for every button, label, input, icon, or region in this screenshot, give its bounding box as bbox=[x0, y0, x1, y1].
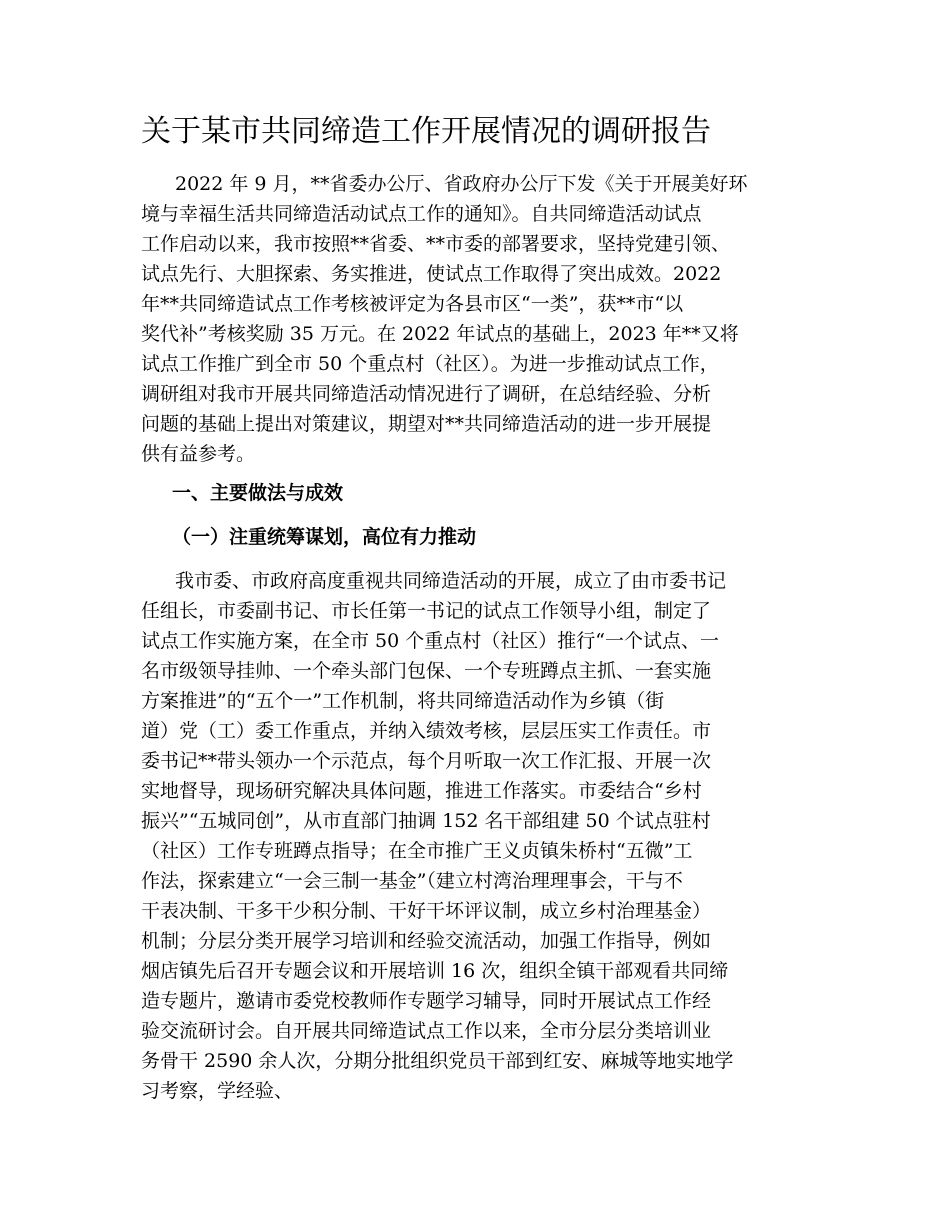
paragraph-line: 问题的基础上提出对策建议，期望对**共同缔造活动的进一步开展提 bbox=[141, 413, 712, 435]
paragraph-line: 实地督导，现场研究解决具体问题，推进工作落实。市委结合“乡村 bbox=[141, 780, 702, 802]
paragraph-line: 作法，探索建立“一会三制一基金”（建立村湾治理理事会，干与不 bbox=[141, 870, 683, 892]
paragraph-line: 任组长，市委副书记、市长任第一书记的试点工作领导小组，制定了 bbox=[141, 600, 712, 622]
subsection-heading: （一）注重统筹谋划，高位有力推动 bbox=[172, 526, 477, 548]
paragraph-line: 造专题片，邀请市委党校教师作专题学习辅导，同时开展试点工作经 bbox=[141, 990, 712, 1012]
section-heading: 一、主要做法与成效 bbox=[172, 482, 344, 504]
paragraph-line: 调研组对我市开展共同缔造活动情况进行了调研，在总结经验、分析 bbox=[141, 383, 712, 405]
paragraph-line: 供有益参考。 bbox=[141, 443, 256, 465]
paragraph-line: 试点工作推广到全市 50 个重点村（社区）。为进一步推动试点工作， bbox=[141, 353, 719, 375]
paragraph-line: 试点先行、大胆探索、务实推进，使试点工作取得了突出成效。2022 bbox=[141, 263, 722, 285]
paragraph-line: 年**共同缔造试点工作考核被评定为各县市区“一类”，获**市“以 bbox=[141, 293, 684, 315]
document-title: 关于某市共同缔造工作开展情况的调研报告 bbox=[141, 114, 711, 149]
paragraph-line: 工作启动以来，我市按照**省委、**市委的部署要求，坚持党建引领、 bbox=[141, 233, 731, 255]
paragraph-line: （社区）工作专班蹲点指导；在全市推广王义贞镇朱桥村“五微”工 bbox=[141, 840, 693, 862]
paragraph-line: 境与幸福生活共同缔造活动试点工作的通知》。自共同缔造活动试点 bbox=[141, 203, 702, 225]
paragraph-line: 我市委、市政府高度重视共同缔造活动的开展，成立了由市委书记 bbox=[175, 570, 727, 592]
paragraph-line: 振兴”“五城同创”，从市直部门抽调 152 名干部组建 50 个试点驻村 bbox=[141, 810, 711, 832]
paragraph-line: 习考察，学经验、 bbox=[141, 1080, 294, 1102]
paragraph-line: 名市级领导挂帅、一个牵头部门包保、一个专班蹲点主抓、一套实施 bbox=[141, 660, 712, 682]
paragraph-line: 务骨干 2590 余人次，分期分批组织党员干部到红安、麻城等地实地学 bbox=[141, 1050, 734, 1072]
paragraph-line: 奖代补”考核奖励 35 万元。在 2022 年试点的基础上，2023 年**又将 bbox=[141, 323, 739, 345]
paragraph-line: 委书记**带头领办一个示范点，每个月听取一次工作汇报、开展一次 bbox=[141, 750, 712, 772]
paragraph-line: 道）党（工）委工作重点，并纳入绩效考核，层层压实工作责任。市 bbox=[141, 720, 712, 742]
paragraph-line: 验交流研讨会。自开展共同缔造试点工作以来，全市分层分类培训业 bbox=[141, 1020, 712, 1042]
paragraph-line: 试点工作实施方案，在全市 50 个重点村（社区）推行“一个试点、一 bbox=[141, 630, 719, 652]
paragraph-line: 烟店镇先后召开专题会议和开展培训 16 次，组织全镇干部观看共同缔 bbox=[141, 960, 729, 982]
paragraph-line: 干表决制、干多干少积分制、干好干坏评议制，成立乡村治理基金） bbox=[141, 900, 712, 922]
paragraph-line: 2022 年 9 月，**省委办公厅、省政府办公厅下发《关于开展美好环 bbox=[175, 173, 748, 195]
body-paragraph bbox=[141, 566, 809, 1106]
paragraph-line: 方案推进”的“五个一”工作机制，将共同缔造活动作为乡镇（街 bbox=[141, 690, 665, 712]
intro-paragraph bbox=[141, 169, 809, 469]
paragraph-line: 机制；分层分类开展学习培训和经验交流活动，加强工作指导，例如 bbox=[141, 930, 712, 952]
